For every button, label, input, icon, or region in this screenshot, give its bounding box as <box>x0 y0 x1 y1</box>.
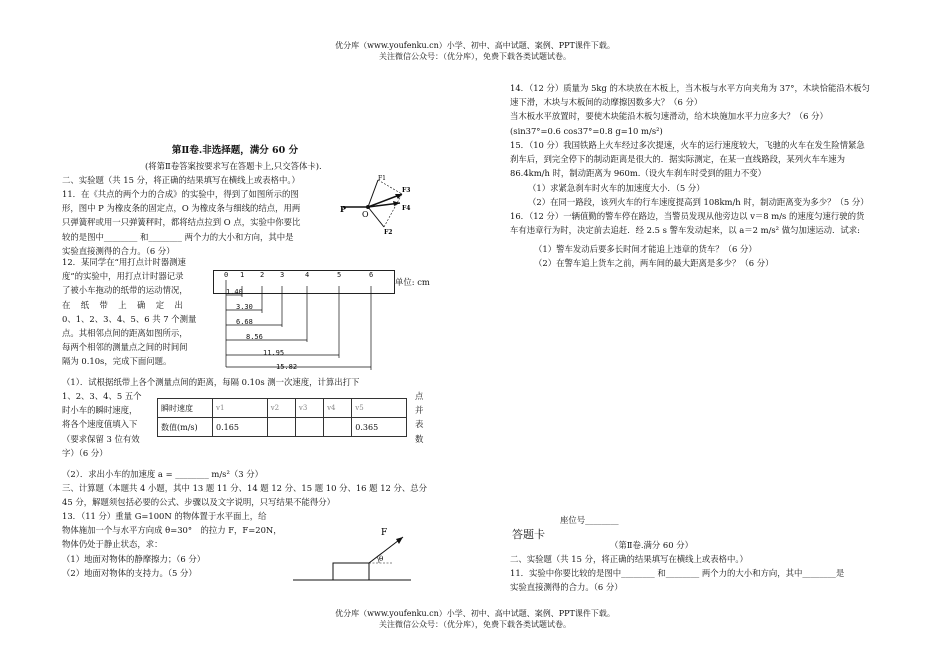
q12-line: 度”的实验中，用打点计时器记录 <box>62 271 184 282</box>
q14-line: (sin37°=0.6 cos37°=0.8 g=10 m/s²) <box>510 125 663 136</box>
question-12 <box>62 255 222 369</box>
header-line-1: 优分库（www.youfenku.cn）小学、初中、高中试题、案例、PPT课件下载。 <box>335 41 615 50</box>
header <box>0 40 950 62</box>
footer <box>0 608 950 630</box>
q16-part: （1）警车发动后要多长时间才能追上违章的货车？（6 分） <box>534 244 757 254</box>
table-cell: 0.365 <box>352 418 407 437</box>
tape-point: 2 <box>260 271 265 279</box>
q12-part1-right <box>415 389 427 446</box>
q12-part1-right-char: 点 <box>415 391 424 401</box>
q11-line: 只弹簧秤或用一只弹簧秤时，都将结点拉到 O 点，实验中你要比 <box>62 217 301 228</box>
q12-part1-line: （要求保留 3 位有效 <box>62 433 140 444</box>
table-row <box>158 418 407 437</box>
q12-line: 了被小车拖动的纸带的运动情况， <box>62 285 188 296</box>
table-cell: 0.165 <box>213 418 268 437</box>
table-row <box>158 399 407 418</box>
tape-point: 3 <box>280 271 285 279</box>
question-11 <box>62 187 342 258</box>
table-cell: v2 <box>267 399 295 418</box>
q15-line: 刹车后，到完全停下的制动距离是很大的．据实际测定，在某一直线路段，某列火车车速为 <box>510 154 845 165</box>
answer-card-title: 答题卡 <box>512 528 545 541</box>
tape-unit: 单位: cm <box>395 277 430 287</box>
footer-line-2: 关注微信公众号：（优分库），免费下载各类试题试卷。 <box>379 620 571 629</box>
label-p: P <box>340 204 347 214</box>
q12-part1-right-char: 并 <box>415 405 424 416</box>
q12-line: 每两个相邻的测量点之间的时间间 <box>62 342 188 353</box>
answer-card-q11: 11．实验中你要比较的是图中________ 和________ 两个力的大小和方向，其中________是 <box>510 568 845 578</box>
label-f1: F1 <box>378 175 386 182</box>
tape-point: 6 <box>369 271 374 279</box>
q13-line: 物体施加一个与水平方向成 θ=30° 的拉力 F，F=20N， <box>62 525 282 536</box>
tape-distance: 8.56 <box>246 333 263 341</box>
table-cell: v5 <box>352 399 407 418</box>
table-cell: 瞬时速度 <box>158 399 213 418</box>
question-16-parts <box>534 242 894 270</box>
q16-line: 车有违章行为时，决定前去追赶．经 2.5 s 警车发动起来，以 a＝2 m/s² 做匀加速运动．试求: <box>510 225 860 236</box>
q13-line: （2）地面对物体的支持力。（5 分） <box>62 567 197 578</box>
tape-distance: 6.68 <box>236 318 253 326</box>
q16-line: 16．（12 分）一辆值勤的警车停在路边，当警员发现从他旁边以 v＝8 m/s 的速度匀速行驶的货 <box>510 211 865 221</box>
q12-part1-right-char: 数 <box>415 433 424 444</box>
q13-line: 13．（11 分）重量 G=100N 的物体置于水平面上，给 <box>62 511 267 521</box>
label-f3: F3 <box>402 187 411 194</box>
q12-part1-line: 字）（6 分） <box>62 447 108 458</box>
calculation-section-title-2: 45 分，解题须包括必要的公式、步骤以及文字说明，只写结果不能得分） <box>62 497 335 507</box>
seat-number: 座位号________ <box>560 515 619 525</box>
q12-line: 隔为 0.10s，完成下面问题。 <box>62 356 172 367</box>
q15-line: （1）求紧急刹车时火车的加速度大小．（5 分） <box>528 182 705 193</box>
q11-line: 较的是图中________ 和________ 两个力的大小和方向，其中是 <box>62 231 294 242</box>
q14-line: 速下滑，木块与木板间的动摩擦因数多大？（6 分） <box>510 97 703 108</box>
table-cell: v4 <box>324 399 352 418</box>
label-o: O <box>362 210 369 219</box>
tape-distance: 15.82 <box>276 363 298 371</box>
q13-line: 物体仍处于静止状态，求： <box>62 539 163 550</box>
q11-line: 形，图中 P 为橡皮条的固定点，O 为橡皮条与细线的结点，用两 <box>62 203 301 214</box>
table-cell: v3 <box>295 399 323 418</box>
answer-card-q11-continued: 实验直接测得的合力。（6 分） <box>510 582 623 592</box>
table-cell: 数值(m/s) <box>158 418 213 437</box>
q15-line: （2）在同一路段，该列火车的行车速度提高到 108km/h 时，制动距离变为多少？（5 分） <box>528 196 869 207</box>
q14-line: 当木板水平放置时，要使木块能沿木板匀速滑动，给木块施加水平力应多大？（6 分） <box>510 111 828 122</box>
q13-line: （1）地面对物体的静摩擦力；（6 分） <box>62 553 206 564</box>
calculation-section-title: 三、计算题（本题共 4 小题，其中 13 题 11 分、14 题 12 分、15 题 10 分、16 题 12 分、总分 <box>62 483 428 493</box>
question-13 <box>62 509 332 580</box>
q12-part2: （2）．求出小车的加速度 a = ________ m/s²（3 分） <box>62 469 263 479</box>
q12-line: 点。其相邻点间的距离如图所示， <box>62 328 188 339</box>
q12-line: 在 纸 带 上 确 定 出 <box>62 299 184 310</box>
table-cell <box>324 418 352 437</box>
tape-distance: 1.40 <box>226 288 243 296</box>
q12-part1-right-char: 表 <box>415 419 424 430</box>
experiment-section-title: 二、实验题（共 15 分，将正确的结果填写在横线上或表格中。） <box>62 175 300 185</box>
section-note: (将第Ⅱ卷答案按要求写在答题卡上,只交答体卡). <box>145 161 322 171</box>
question-15 <box>510 138 900 209</box>
speed-table <box>157 398 407 437</box>
answer-card-note: （第Ⅱ卷.满分 60 分） <box>610 540 693 550</box>
q12-line: 12．某同学在“用打点计时器测速 <box>62 257 186 267</box>
footer-line-1: 优分库（www.youfenku.cn）小学、初中、高中试题、案例、PPT课件下载。 <box>335 609 615 618</box>
table-cell <box>267 418 295 437</box>
label-theta: θ <box>379 555 384 563</box>
tape-distance: 11.95 <box>263 349 285 357</box>
tape-distance: 3.30 <box>236 303 253 311</box>
block-force-diagram <box>293 525 413 587</box>
question-14 <box>510 81 900 138</box>
q12-part1: （1）．试根据纸带上各个测量点间的距离，每隔 0.10s 测一次速度，计算出打下 <box>62 377 360 387</box>
table-cell: v1 <box>213 399 268 418</box>
q11-line: 实验直接测得的合力。（6 分） <box>62 245 175 256</box>
section-title: 第Ⅱ卷.非选择题，满分 60 分 <box>171 145 299 156</box>
q16-part: （2）在警车追上货车之前，两车间的最大距离是多少？（6 分） <box>534 258 774 269</box>
tape-point: 5 <box>337 271 342 279</box>
label-f2: F2 <box>384 229 393 235</box>
force-diagram <box>340 170 420 235</box>
q14-line: 14．（12 分）质量为 5kg 的木块放在木板上，当木板与水平方向夹角为 37°，木块恰能沿木板匀 <box>510 83 870 93</box>
q15-line: 15．（10 分）我国铁路上火车经过多次提速，火车的运行速度较大，飞驰的火车在发生险情紧急 <box>510 140 865 150</box>
label-f4: F4 <box>402 205 411 212</box>
f2-vector <box>368 207 384 227</box>
label-f: F <box>381 528 388 538</box>
tape-point: 0 <box>224 271 229 279</box>
q12-part1-line: 时小车的瞬时速度， <box>62 405 138 416</box>
answer-card-experiment-title: 二、实验题（共 15 分，将正确的结果填写在横线上或表格中。） <box>510 554 748 564</box>
q15-line: 86.4km/h 时，制动距离为 960m.（设火车刹车时受到的阻力不变） <box>510 168 767 179</box>
question-16 <box>510 209 900 237</box>
table-cell <box>295 418 323 437</box>
q12-part1-line: 将各个速度值填入下 <box>62 419 138 430</box>
q12-line: 0、1、2、3、4、5、6 共 7 个测量 <box>62 313 197 324</box>
tape-point: 4 <box>305 271 310 279</box>
tape-point: 1 <box>240 271 245 279</box>
q12-part1-line: 1、2、3、4、5 五个 <box>62 391 142 401</box>
q12-part1-continued <box>62 389 162 460</box>
block <box>333 563 369 580</box>
header-line-2: 关注微信公众号：（优分库），免费下载各类试题试卷。 <box>379 52 571 61</box>
q11-line: 11．在《共点的两个力的合成》的实验中，得到了如图所示的图 <box>62 189 299 199</box>
